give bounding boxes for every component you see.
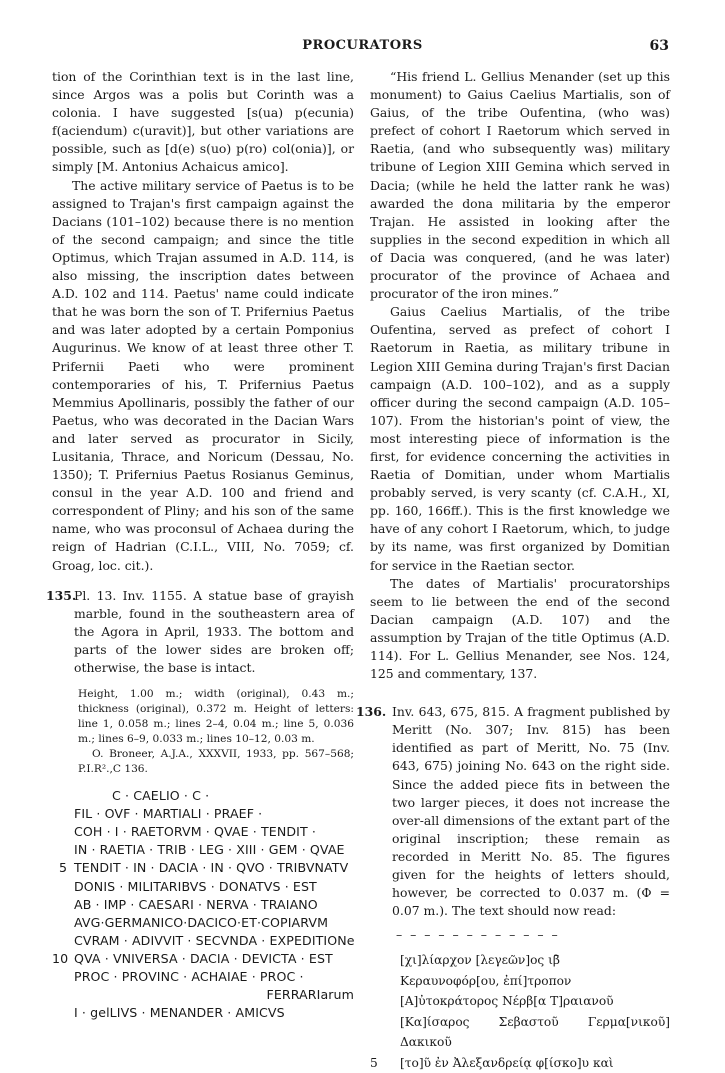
line-number: 10 [52,950,69,966]
translation-paragraph: “His friend L. Gellius Menander (set up this monument) to Gaius Caelius Martialis, son of Gaius, of the tribe Oufentina, (who was) prefect of cohort I Raetorum which served in Raetia, (and who subsequently was) military tribune of Legion XIII Gemina which served in Dacia; (while he held the latter rank he was) awarded the dona militaria by the emperor Trajan. He assisted in looking after the supplies in the second expedition in which all of Dacia was conquered, (and he was later) procurator of the province of Achaea and procurator of the iron mines.” [370,69,670,302]
inscription-line: DONIS · MILITARIBVS · DONATVS · EST [74,878,317,894]
inscription-line: AB · IMP · CAESARI · NERVA · TRAIANO [74,896,318,912]
inscription-line: COH · I · RAETORVM · QVAE · TENDIT · [74,824,316,840]
paragraph: Gaius Caelius Martialis, of the tribe Oufentina, served as prefect of cohort I Raetorum in Raetia, as military tribune in Legion XIII Gemina during Trajan's first Dacian campaign (A.D. 100–102), and as a supply officer during the second campaign (A.D. 105–107). From the historian's point of view, the most interesting piece of information is the first, for evidence concerning the activities in Raetia of Domitian, under whom Martialis probably served, is very scanty (cf. C.A.H., XI, pp. 160, 166ff.). This is the first knowledge we have of any cohort I Raetorum, which, to judge by its name, was first organized by Domitian for service in the Raetian sector. [370,304,670,573]
references: O. Broneer, A.J.A., XXXVII, 1933, pp. 567–568; P.I.R².,C 136. [78,748,354,776]
inscription-line [59,859,354,877]
line-number: 5 [370,1055,378,1070]
lacuna-dashes: – – – – – – – – – – – – [396,927,560,943]
page-number: 63 [649,38,669,54]
running-title: PROCURATORS [302,38,423,53]
line-number: 5 [59,860,68,876]
inscription-line: AVG·GERMANICO·DACICO·ET·COPIARVM [74,914,329,930]
inscription-line: FERRARIarum [266,987,354,1003]
entry-text: Pl. 13. Inv. 1155. A statue base of grayish marble, found in the southeastern area of the Agora in April, 1933. The bottom and parts of the lower sides are broken off; otherwise, the base is intact. [74,587,354,675]
right-column [356,68,670,1073]
greek-line-text: [το]ῦ ἐν Ἀλεξανδρείᾳ φ[ίσκο]υ καὶ [400,1055,614,1070]
greek-line [370,1053,670,1073]
inscription-line: CVRAM · ADIVVIT · SECVNDA · EXPEDITIONe [74,932,355,948]
greek-line: [χι]λίαρχον [λεγεῶν]ος ιβ̄ [400,953,560,968]
paragraph: The dates of Martialis' procuratorships seem to lie between the end of the second Dacian campaign (A.D. 107) and the assumption by Trajan of the title Optimus (A.D. 114). For L. Gellius Menander, see Nos. 124, 125 and commentary, 137. [370,575,670,682]
inscription-line-text: QVA · VNIVERSA · DACIA · DEVICTA · EST [74,950,333,966]
greek-line: Κεραυνοφόρ[ου, ἐπί]τροπον [400,973,572,988]
inscription-line: FIL · OVF · MARTIALI · PRAEF · [74,806,263,822]
inscription-line: C · CAELIO · C · [112,788,210,804]
greek-inscription [370,950,670,1073]
entry-135 [46,587,354,677]
inscription-line [52,950,354,968]
inscription-line: I · gelLIVS · MENANDER · AMICVS [74,1005,285,1021]
inscription-line-text: TENDIT · IN · DACIA · IN · QVO · TRIBVNATV [74,860,349,876]
entry-number: 135. [46,587,77,603]
page-header [0,38,725,58]
entry-number: 136. [356,704,387,720]
entry-notes [52,687,354,777]
inscription-line: IN · RAETIA · TRIB · LEG · XIII · GEM · QVAE [74,842,345,858]
entry-text: Inv. 643, 675, 815. A fragment published by Meritt (No. 307; Inv. 815) has been identified as part of Meritt, No. 75 (Inv. 643, 675) joining No. 643 on the right side. Since the added piece fits in between the two larger pieces, it does not increase the over-all dimensions of the extant part of the original inscription; these remain as recorded in Meritt No. 85. The figures given for the heights of letters should, however, be corrected to 0.037 m. (Φ = 0.07 m.). The text should now read: [392,704,670,919]
paragraph: tion of the Corinthian text is in the last line, since Argos was a polis but Corinth was a colonia. I have suggested [s(ua) p(ecunia) f(aciendum) c(uravit)], but other variations are possible, such as [d(e) s(uo) p(ro) col(onia)], or simply [M. Antonius Achaicus amico]. [52,69,354,175]
entry-136 [356,703,670,920]
left-column [46,68,355,1022]
dimensions: Height, 1.00 m.; width (original), 0.43 m.; thickness (original), 0.372 m. Height of letters: line 1, 0.058 m.; lines 2–4, 0.04 m.; line 5, 0.036 m.; lines 6–9, 0.033 m.; lines 10–12, 0.03 m. [78,688,354,746]
inscription-line: PROC · PROVINC · ACHAIAE · PROC · [74,969,304,985]
paragraph: The active military service of Paetus is to be assigned to Trajan's first campaign against the Dacians (101–102) because there is no mention of the second campaign; and since the title Optimus, which Trajan assumed in A.D. 114, is also missing, the inscription dates between A.D. 102 and 114. Paetus' name could indicate that he was born the son of T. Prifernius Paetus and was later adopted by a certain Pomponius Augurinus. We know of at least three other T. Prifernii Paeti who were prominent contemporaries of his, T. Prifernius Paetus Memmius Apollinaris, possibly the father of our Paetus, who was decorated in the Dacian Wars and later served as procurator in Sicily, Lusitania, Thrace, and Noricum (Dessau, No. 1350); T. Prifernius Paetus Rosianus Geminus, consul in the year A.D. 100 and friend and correspondent of Pliny; and his son of the same name, who was proconsul of Achaea during the reign of Hadrian (C.I.L., VIII, No. 7059; cf. Groag, loc. cit.). [52,177,354,573]
latin-inscription [52,787,354,1022]
greek-line: [Κα]ίσαρος Σεβαστοῦ Γερμα[νικοῦ] Δακικοῦ [400,1014,670,1050]
greek-line: [Α]ὐτοκράτορος Νέρβ[α Τ]ραιανοῦ [400,994,614,1009]
